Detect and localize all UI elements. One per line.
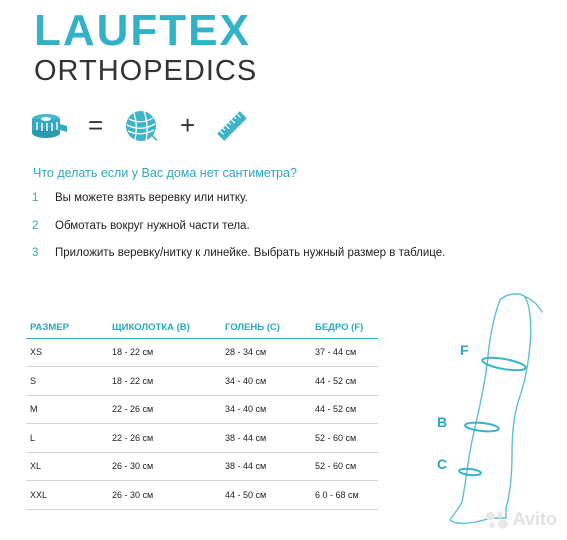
step-text: Приложить веревку/нитку к линейке. Выбрать нужный размер в таблице. <box>55 247 446 259</box>
cell-ankle: 18 - 22 см <box>108 367 223 396</box>
cell-calf: 34 - 40 см <box>223 367 313 396</box>
header-ankle: ЩИКОЛОТКА (B) <box>108 318 223 338</box>
step-item <box>32 220 445 248</box>
cell-calf: 34 - 40 см <box>223 395 313 424</box>
watermark <box>484 509 557 530</box>
step-number: 2 <box>32 219 39 232</box>
cell-thigh: 44 - 52 см <box>313 367 378 396</box>
cell-size: XL <box>26 452 108 481</box>
label-f: F <box>460 342 469 358</box>
header-thigh: БЕДРО (F) <box>313 318 378 338</box>
cell-thigh: 52 - 60 см <box>313 424 378 453</box>
cell-size: S <box>26 367 108 396</box>
cell-size: XXL <box>26 481 108 510</box>
step-number: 3 <box>32 247 39 259</box>
table-row <box>26 481 378 510</box>
table-row <box>26 338 378 367</box>
brand-name: LAUFTEX <box>34 6 251 55</box>
label-b: B <box>437 414 448 430</box>
table-row <box>26 395 378 424</box>
step-number: 1 <box>32 192 39 204</box>
cell-size: XS <box>26 338 108 367</box>
brand-subtitle: ORTHOPEDICS <box>34 55 258 87</box>
table-row <box>26 452 378 481</box>
table-row <box>26 367 378 396</box>
cell-calf: 38 - 44 см <box>223 452 313 481</box>
cell-size: M <box>26 395 108 424</box>
step-item <box>32 192 445 220</box>
plus-sign: + <box>180 110 196 140</box>
cell-ankle: 26 - 30 см <box>108 452 223 481</box>
cell-thigh: 44 - 52 см <box>313 395 378 424</box>
cell-thigh: 52 - 60 см <box>313 452 378 481</box>
tape-measure-icon <box>30 110 68 142</box>
table-header-row <box>26 318 378 338</box>
measure-equation <box>30 108 260 148</box>
size-table <box>26 318 378 510</box>
label-c: C <box>437 456 448 472</box>
cell-ankle: 18 - 22 см <box>108 338 223 367</box>
cell-calf: 44 - 50 см <box>223 481 313 510</box>
steps-list <box>32 192 445 275</box>
cell-ankle: 26 - 30 см <box>108 481 223 510</box>
cell-ankle: 22 - 26 см <box>108 395 223 424</box>
question-heading: Что делать если у Вас дома нет сантиметра? <box>33 166 297 180</box>
leg-diagram <box>420 286 560 526</box>
equals-sign: = <box>88 110 104 140</box>
step-text: Обмотать вокруг нужной части тела. <box>55 219 250 232</box>
watermark-text: Avito <box>512 509 557 529</box>
yarn-ball-icon <box>124 109 158 143</box>
cell-thigh: 6 0 - 68 см <box>313 481 378 510</box>
avito-logo-icon <box>484 510 510 530</box>
step-text: Вы можете взять веревку или нитку. <box>55 192 248 204</box>
brand-logo <box>34 8 257 86</box>
header-size: РАЗМЕР <box>26 318 108 338</box>
cell-calf: 38 - 44 см <box>223 424 313 453</box>
header-calf: ГОЛЕНЬ (C) <box>223 318 313 338</box>
step-item <box>32 247 445 275</box>
table-row <box>26 424 378 453</box>
cell-thigh: 37 - 44 см <box>313 338 378 367</box>
cell-calf: 28 - 34 см <box>223 338 313 367</box>
cell-size: L <box>26 424 108 453</box>
ruler-icon <box>214 108 250 144</box>
cell-ankle: 22 - 26 см <box>108 424 223 453</box>
